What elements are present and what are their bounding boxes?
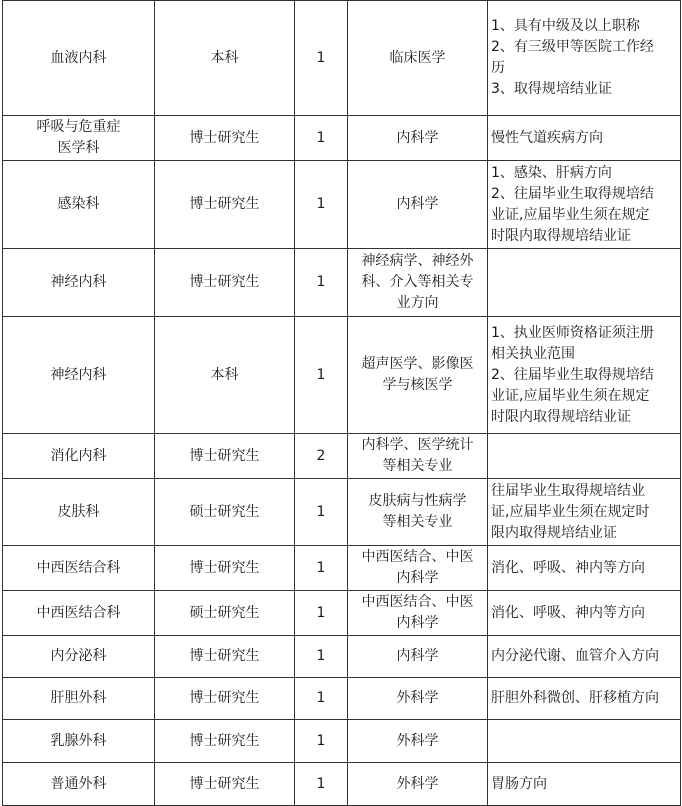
major-cell [348, 678, 488, 720]
table-row [3, 317, 681, 434]
major-cell-line: 内科学 [396, 648, 439, 664]
headcount-cell: 1 [295, 249, 348, 317]
table-row [3, 763, 681, 806]
table-row [3, 720, 681, 763]
requirements-cell-line: 2、往届毕业生取得规培结 [491, 185, 654, 202]
major-cell [348, 116, 488, 161]
requirements-cell [488, 763, 681, 806]
table-row [3, 1, 681, 116]
major-cell [348, 546, 488, 591]
major-cell-line: 等相关专业 [382, 458, 453, 474]
department-cell-line: 中西医结合科 [36, 604, 121, 621]
table-body [3, 1, 681, 806]
major-cell-line: 科、介入等相关专 [361, 274, 474, 290]
department-cell-line: 神经内科 [50, 366, 107, 383]
table-row [3, 116, 681, 161]
table-row [3, 636, 681, 678]
major-cell-line: 内科学、医学统计 [361, 437, 474, 453]
headcount-cell: 1 [295, 591, 348, 636]
headcount-cell: 1 [295, 546, 348, 591]
requirements-cell [488, 317, 681, 434]
requirements-cell [488, 479, 681, 546]
major-cell-line: 内科学 [396, 129, 439, 146]
degree-cell: 博士研究生 [155, 546, 295, 591]
requirements-cell [488, 1, 681, 116]
requirements-cell-line: 1、执业医师资格证须注册 [491, 324, 654, 341]
requirements-cell-line: 业证,应届毕业生须在规定 [491, 206, 650, 223]
requirements-cell-line: 1、具有中级及以上职称 [491, 18, 640, 34]
department-cell [3, 434, 155, 479]
major-cell [348, 591, 488, 636]
requirements-cell [488, 591, 681, 636]
headcount-cell: 1 [295, 636, 348, 678]
requirements-cell-line: 相关执业范围 [491, 345, 575, 362]
department-cell-line: 内分泌科 [50, 648, 107, 664]
requirements-cell-line: 2、有三级甲等医院工作经 [491, 39, 654, 55]
major-cell-line: 外科学 [396, 775, 439, 792]
major-cell [348, 249, 488, 317]
headcount-cell: 1 [295, 720, 348, 763]
department-cell [3, 678, 155, 720]
department-cell-line: 消化内科 [50, 447, 107, 464]
department-cell [3, 317, 155, 434]
department-cell-line: 医学科 [57, 140, 100, 156]
major-cell-line: 皮肤病与性病学 [368, 493, 467, 509]
department-cell-line: 肝胆外科 [50, 690, 107, 706]
department-cell [3, 479, 155, 546]
table-row [3, 161, 681, 249]
major-cell [348, 434, 488, 479]
major-cell-line: 等相关专业 [382, 514, 453, 530]
degree-cell: 本科 [155, 317, 295, 434]
recruitment-table [2, 0, 681, 806]
major-cell [348, 636, 488, 678]
department-cell [3, 763, 155, 806]
degree-cell: 硕士研究生 [155, 479, 295, 546]
major-cell-line: 内科学 [396, 570, 439, 586]
major-cell [348, 161, 488, 249]
department-cell-line: 皮肤科 [57, 503, 100, 520]
requirements-cell-line: 消化、呼吸、神内等方向 [491, 604, 645, 621]
degree-cell: 博士研究生 [155, 720, 295, 763]
requirements-cell [488, 636, 681, 678]
department-cell-line: 血液内科 [50, 49, 107, 66]
degree-cell: 硕士研究生 [155, 591, 295, 636]
major-cell-line: 外科学 [396, 690, 439, 706]
degree-cell: 本科 [155, 1, 295, 116]
major-cell-line: 内科学 [396, 615, 439, 631]
degree-cell: 博士研究生 [155, 116, 295, 161]
department-cell [3, 249, 155, 317]
table-row [3, 591, 681, 636]
major-cell-line: 中西医结合、中医 [361, 549, 474, 565]
department-cell-line: 中西医结合科 [36, 559, 121, 576]
major-cell-line: 神经病学、神经外 [361, 253, 474, 269]
requirements-cell [488, 546, 681, 591]
requirements-cell-line: 3、取得规培结业证 [491, 81, 612, 97]
major-cell [348, 479, 488, 546]
major-cell [348, 763, 488, 806]
requirements-cell [488, 678, 681, 720]
requirements-cell-line: 时限内取得规培结业证 [491, 408, 631, 425]
major-cell [348, 720, 488, 763]
department-cell [3, 546, 155, 591]
department-cell-line: 呼吸与危重症 [36, 119, 121, 135]
requirements-cell-line: 业证,应届毕业生须在规定 [491, 387, 650, 404]
headcount-cell: 1 [295, 317, 348, 434]
table-row [3, 434, 681, 479]
department-cell-line: 乳腺外科 [50, 732, 107, 749]
requirements-cell-line: 历 [491, 60, 505, 76]
requirements-cell-line: 胃肠方向 [491, 775, 547, 792]
requirements-cell-line: 2、往届毕业生取得规培结 [491, 366, 654, 383]
headcount-cell: 1 [295, 1, 348, 116]
department-cell [3, 591, 155, 636]
degree-cell: 博士研究生 [155, 434, 295, 479]
table-row [3, 678, 681, 720]
requirements-cell-line: 证,应届毕业生须在规定时 [491, 503, 650, 520]
major-cell-line: 学与核医学 [382, 377, 453, 393]
requirements-cell-line: 往届毕业生取得规培结业 [491, 482, 645, 499]
table-row [3, 479, 681, 546]
headcount-cell: 1 [295, 763, 348, 806]
degree-cell: 博士研究生 [155, 636, 295, 678]
degree-cell: 博士研究生 [155, 678, 295, 720]
department-cell-line: 感染科 [57, 196, 100, 212]
degree-cell: 博士研究生 [155, 161, 295, 249]
major-cell-line: 临床医学 [389, 49, 446, 66]
requirements-cell-line: 内分泌代谢、血管介入方向 [491, 648, 659, 664]
headcount-cell: 1 [295, 479, 348, 546]
department-cell [3, 636, 155, 678]
requirements-cell-line: 时限内取得规培结业证 [491, 227, 631, 244]
department-cell-line: 普通外科 [50, 775, 107, 792]
major-cell-line: 超声医学、影像医 [361, 356, 474, 372]
headcount-cell: 1 [295, 161, 348, 249]
requirements-cell-line: 肝胆外科微创、肝移植方向 [491, 690, 659, 706]
major-cell-line: 中西医结合、中医 [361, 594, 474, 610]
headcount-cell: 1 [295, 116, 348, 161]
major-cell-line: 业方向 [396, 295, 439, 311]
department-cell [3, 720, 155, 763]
degree-cell: 博士研究生 [155, 763, 295, 806]
requirements-cell [488, 720, 681, 763]
requirements-cell-line: 限内取得规培结业证 [491, 524, 617, 541]
table-row [3, 546, 681, 591]
major-cell [348, 317, 488, 434]
requirements-cell [488, 116, 681, 161]
requirements-cell [488, 161, 681, 249]
table-row [3, 249, 681, 317]
department-cell-line: 神经内科 [50, 274, 107, 290]
requirements-cell-line: 消化、呼吸、神内等方向 [491, 559, 645, 576]
requirements-cell-line: 慢性气道疾病方向 [491, 129, 603, 146]
headcount-cell: 2 [295, 434, 348, 479]
requirements-cell [488, 249, 681, 317]
department-cell [3, 161, 155, 249]
major-cell-line: 外科学 [396, 732, 439, 749]
requirements-cell-line: 1、感染、肝病方向 [491, 164, 612, 181]
major-cell-line: 内科学 [396, 196, 439, 212]
department-cell [3, 116, 155, 161]
degree-cell: 博士研究生 [155, 249, 295, 317]
major-cell [348, 1, 488, 116]
headcount-cell: 1 [295, 678, 348, 720]
requirements-cell [488, 434, 681, 479]
department-cell [3, 1, 155, 116]
